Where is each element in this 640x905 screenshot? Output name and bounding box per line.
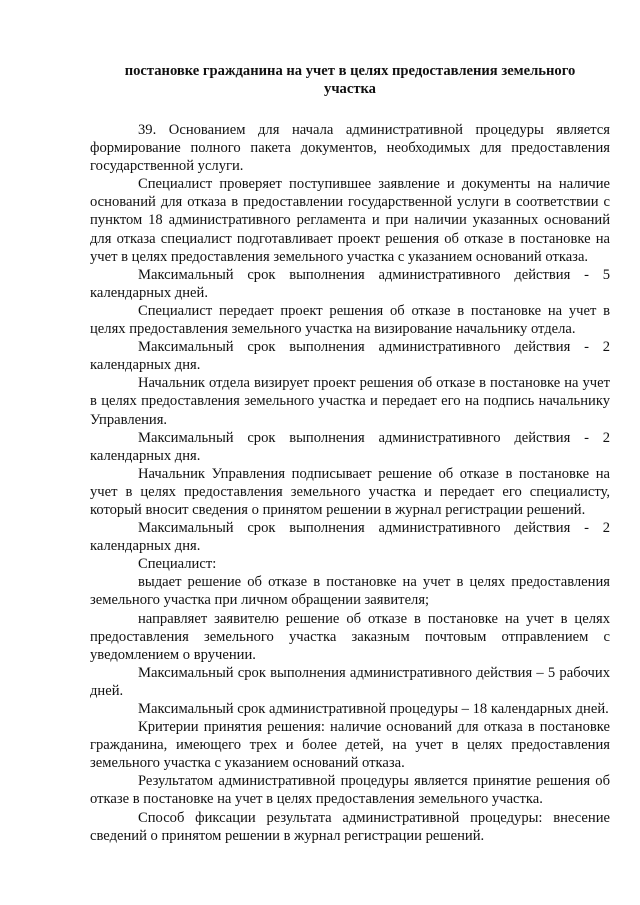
paragraph-head-of-department: Начальник отдела визирует проект решения об отказе в постановке на учет в целях предоставления земельного участка и передает его на подпись начальнику Управления.	[90, 375, 610, 428]
section-title-line-1: постановке гражданина на учет в целях предоставления земельного	[124, 63, 576, 79]
paragraph-result-recording: Способ фиксации результата административной процедуры: внесение сведений о принятом решении в журнал регистрации решений.	[90, 809, 610, 844]
section-title-line-2: участка	[324, 81, 376, 97]
paragraph-max-term-5: Максимальный срок выполнения административного действия – 5 рабочих дней.	[90, 664, 610, 699]
paragraph-max-term-2: Максимальный срок выполнения административного действия - 2 календарных дня.	[90, 339, 610, 374]
paragraph-send-by-mail: направляет заявителю решение об отказе в постановке на учет в целях предоставления земельного участка заказным почтовым отправлением с уведомлением о вручении.	[90, 610, 610, 663]
paragraph-max-term-3: Максимальный срок выполнения административного действия - 2 календарных дня.	[90, 429, 610, 464]
paragraph-specialist-label: Специалист:	[138, 556, 217, 573]
paragraph-issue-in-person: выдает решение об отказе в постановке на учет в целях предоставления земельного участка при личном обращении заявителя;	[90, 574, 610, 609]
paragraph-head-of-administration: Начальник Управления подписывает решение об отказе в постановке на учет в целях предоставления земельного участка и передает его специалисту, который вносит сведения о принятом решении в журнал регистрации решений.	[90, 465, 610, 518]
paragraph-decision-criteria: Критерии принятия решения: наличие оснований для отказа в постановке гражданина, имеющего трех и более детей, на учет в целях предоставления земельного участка с указанием оснований отказа.	[90, 719, 610, 772]
paragraph-specialist-transfer: Специалист передает проект решения об отказе в постановке на учет в целях предоставления земельного участка на визирование начальнику отдела.	[90, 302, 610, 338]
paragraph-max-term-1: Максимальный срок выполнения административного действия - 5 календарных дней.	[90, 266, 610, 301]
section-title	[90, 62, 610, 98]
paragraph-max-procedure-term: Максимальный срок административной процедуры – 18 календарных дней.	[138, 701, 609, 717]
paragraph-39-basis: 39. Основанием для начала административной процедуры является формирование полного пакета документов, необходимых для предоставления государственной услуги.	[90, 122, 610, 175]
paragraph-procedure-result: Результатом административной процедуры является принятие решения об отказе в постановке на учет в целях предоставления земельного участка.	[90, 773, 610, 808]
paragraph-max-term-4: Максимальный срок выполнения административного действия - 2 календарных дня.	[90, 520, 610, 555]
paragraph-specialist-check: Специалист проверяет поступившее заявление и документы на наличие оснований для отказа в предоставлении государственной услуги в соответствии с пунктом 18 административного регламента и при наличии указанных оснований для отказа специалист подготавливает проект решения об отказе в постановке на учет в целях предоставления земельного участка с указанием оснований отказа.	[90, 176, 610, 265]
